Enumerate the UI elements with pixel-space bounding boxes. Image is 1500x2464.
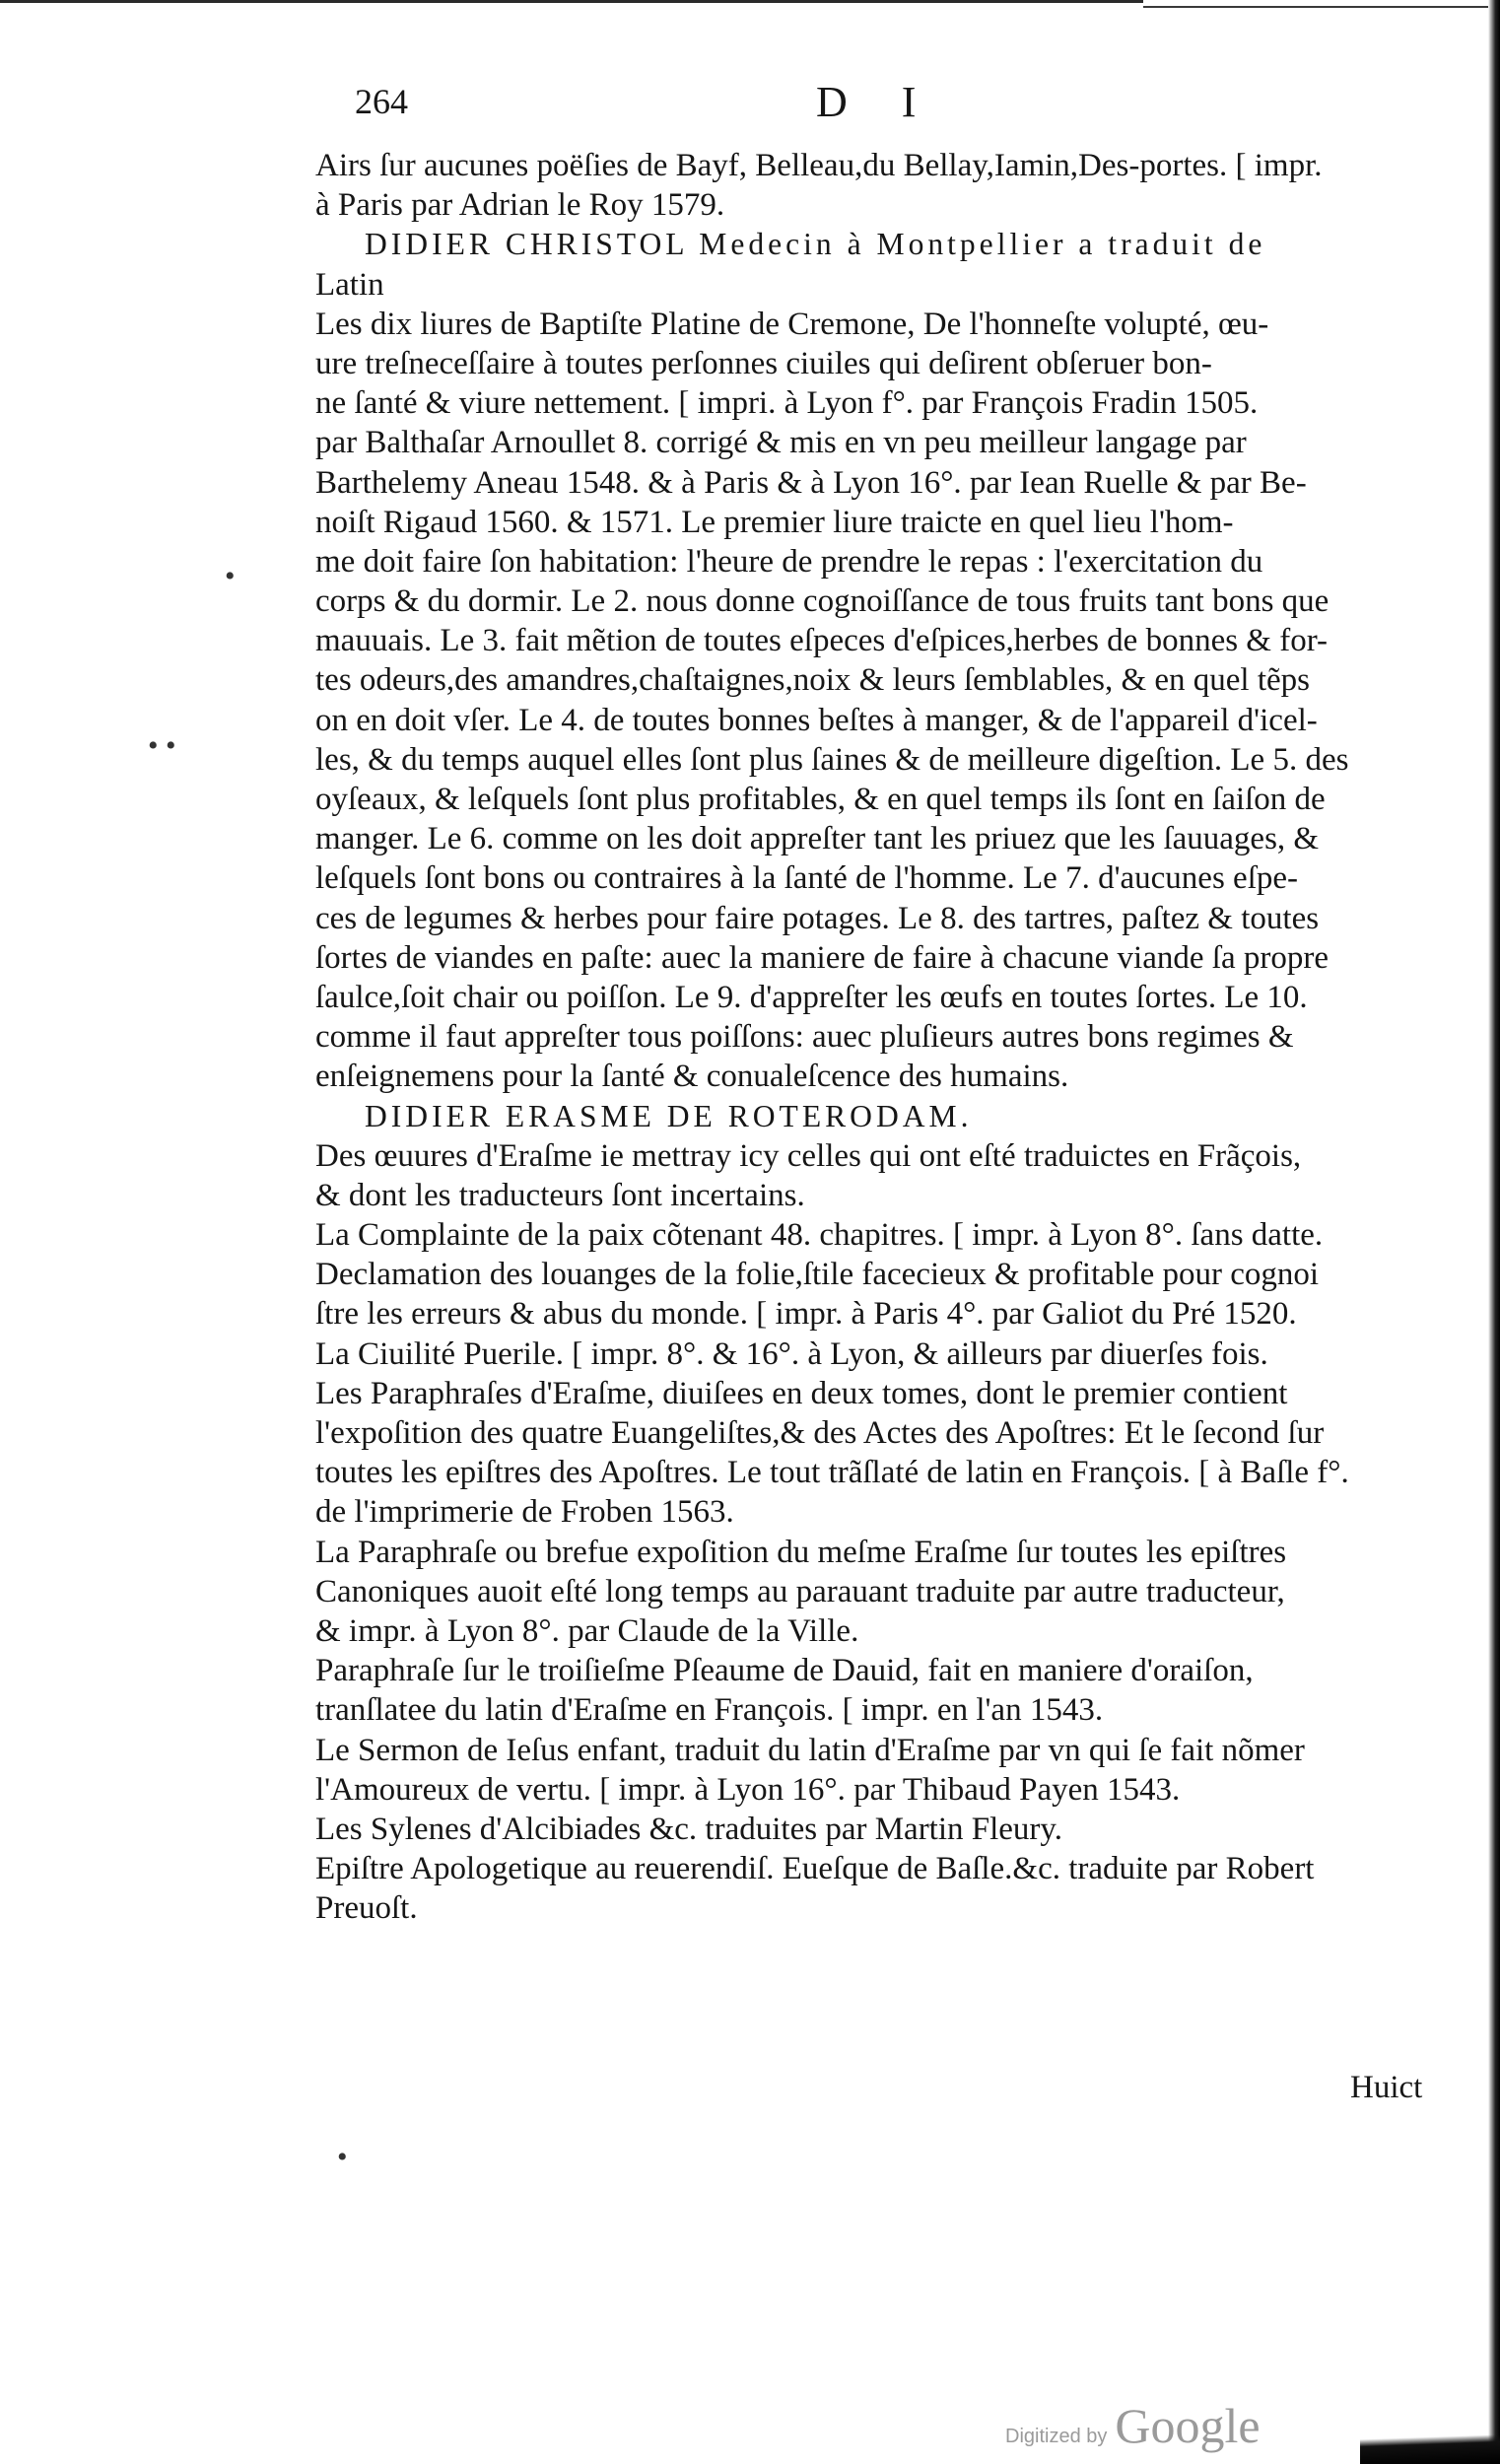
margin-speck-mark: • <box>337 2141 348 2173</box>
page-number: 264 <box>355 82 408 121</box>
watermark-prefix: Digitized by <box>1005 2426 1108 2447</box>
digitized-watermark <box>1005 2397 1261 2454</box>
entry-heading: DIDIER CHRISTOL Medecin à Montpellier a traduit de <box>365 227 1266 262</box>
running-head: D I <box>816 78 938 126</box>
entry-heading: DIDIER ERASME DE ROTERODAM. <box>365 1098 973 1133</box>
text-line: Airs ſur aucunes poëſies de Bayf, Belleau,du Bellay,Iamin,Des-portes. [ impr. <box>315 148 1323 183</box>
text-line: & impr. à Lyon 8°. par Claude de la Ville. <box>315 1612 859 1649</box>
text-line: leſquels ſont bons ou contraires à la ſanté de l'homme. Le 7. d'aucunes eſpe- <box>315 860 1298 897</box>
text-line: l'expoſition des quatre Euangeliſtes,& des Actes des Apoſtres: Et le ſecond ſur <box>315 1415 1325 1451</box>
text-line: enſeignemens pour la ſanté & conualeſcence des humains. <box>315 1059 1069 1095</box>
text-line: ces de legumes & herbes pour faire potages. Le 8. des tartres, paſtez & toutes <box>315 900 1320 936</box>
text-line: La Complainte de la paix cõtenant 48. chapitres. [ impr. à Lyon 8°. ſans datte. <box>315 1217 1324 1254</box>
text-line: l'Amoureux de vertu. [ impr. à Lyon 16°. par Thibaud Payen 1543. <box>315 1771 1181 1808</box>
text-line: tes odeurs,des amandres,chaſtaignes,noix & leurs ſemblables, & en quel tẽps <box>315 662 1310 699</box>
text-line: Le Sermon de Ieſus enfant, traduit du latin d'Eraſme par vn qui ſe fait nõmer <box>315 1732 1305 1768</box>
right-page-edge <box>1488 0 1500 2464</box>
text-line: La Paraphraſe ou brefue expoſition du meſme Eraſme ſur toutes les epiſtres <box>315 1534 1287 1570</box>
text-line: corps & du dormir. Le 2. nous donne cognoiſſance de tous fruits tant bons que <box>315 583 1330 620</box>
text-line: La Ciuilité Puerile. [ impr. 8°. & 16°. à Lyon, & ailleurs par diuerſes fois. <box>315 1335 1268 1372</box>
text-line: ne ſanté & viure nettement. [ impri. à Lyon f°. par François Fradin 1505. <box>315 385 1259 422</box>
text-line: à Paris par Adrian le Roy 1579. <box>315 187 725 224</box>
page <box>315 77 1449 1928</box>
margin-dots-mark: • • <box>148 729 176 762</box>
text-line: ſortes de viandes en paſte: auec la maniere de faire à chacune viande ſa propre <box>315 939 1329 976</box>
text-line: Paraphraſe ſur le troiſieſme Pſeaume de Dauid, fait en maniere d'oraiſon, <box>315 1653 1254 1689</box>
text-line: de l'imprimerie de Froben 1563. <box>315 1494 734 1531</box>
text-line: noiſt Rigaud 1560. & 1571. Le premier liure traicte en quel lieu l'hom- <box>315 504 1234 540</box>
catchword: Huict <box>1350 2070 1423 2105</box>
text-line: me doit faire ſon habitation: l'heure de prendre le repas : l'exercitation du <box>315 543 1263 580</box>
text-line: Les dix liures de Baptiſte Platine de Cremone, De l'honneſte volupté, œu- <box>315 306 1269 342</box>
text-line: ure treſneceſſaire à toutes perſonnes ciuiles qui deſirent obſeruer bon- <box>315 345 1212 381</box>
text-line: Latin <box>315 266 384 303</box>
top-edge-rule <box>0 0 1500 10</box>
text-line: Les Paraphraſes d'Eraſme, diuiſees en deux tomes, dont le premier contient <box>315 1375 1288 1411</box>
text-line: tranſlatee du latin d'Eraſme en François. [ impr. en l'an 1543. <box>315 1692 1104 1729</box>
text-line: mauuais. Le 3. fait mẽtion de toutes eſpeces d'eſpices,herbes de bonnes & for- <box>315 623 1329 659</box>
text-line: & dont les traducteurs ſont incertains. <box>315 1177 805 1213</box>
text-line: comme il faut appreſter tous poiſſons: auec pluſieurs autres bons regimes & <box>315 1019 1294 1056</box>
body-text <box>315 146 1449 1928</box>
text-line: ſtre les erreurs & abus du monde. [ impr. à Paris 4°. par Galiot du Pré 1520. <box>315 1296 1297 1333</box>
text-line: on en doit vſer. Le 4. de toutes bonnes beſtes à manger, & de l'appareil d'icel- <box>315 702 1318 738</box>
text-line: par Balthaſar Arnoullet 8. corrigé & mis en vn peu meilleur langage par <box>315 425 1247 461</box>
text-line: les, & du temps auquel elles ſont plus ſaines & de meilleure digeſtion. Le 5. des <box>315 741 1349 778</box>
text-line: Des œuures d'Eraſme ie mettray icy celles qui ont eſté traduictes en Frãçois, <box>315 1137 1302 1174</box>
text-line: Barthelemy Aneau 1548. & à Paris & à Lyon 16°. par Iean Ruelle & par Be- <box>315 464 1307 501</box>
text-line: Declamation des louanges de la folie,ſtile facecieux & profitable pour cognoi <box>315 1257 1320 1293</box>
page-header <box>315 77 1449 146</box>
text-line: ſaulce,ſoit chair ou poiſſon. Le 9. d'appreſter les œufs en toutes ſortes. Le 10. <box>315 979 1308 1015</box>
bottom-page-corner <box>1360 2420 1500 2464</box>
text-line: Preuoſt. <box>315 1890 418 1927</box>
text-line: toutes les epiſtres des Apoſtres. Le tout trãſlaté de latin en François. [ à Baſle f°. <box>315 1455 1349 1491</box>
text-line: Les Sylenes d'Alcibiades &c. traduites par Martin Fleury. <box>315 1811 1063 1847</box>
watermark-logo: Google <box>1115 2398 1261 2453</box>
text-line: Epiſtre Apologetique au reuerendiſ. Eueſque de Baſle.&c. traduite par Robert <box>315 1851 1315 1887</box>
margin-dot-mark: • <box>225 560 236 592</box>
text-line: Canoniques auoit eſté long temps au parauant traduite par autre traducteur, <box>315 1573 1285 1609</box>
text-line: oyſeaux, & leſquels ſont plus profitables, & en quel temps ils ſont en ſaiſon de <box>315 782 1326 817</box>
text-line: manger. Le 6. comme on les doit appreſter tant les priuez que les ſauuages, & <box>315 821 1320 857</box>
